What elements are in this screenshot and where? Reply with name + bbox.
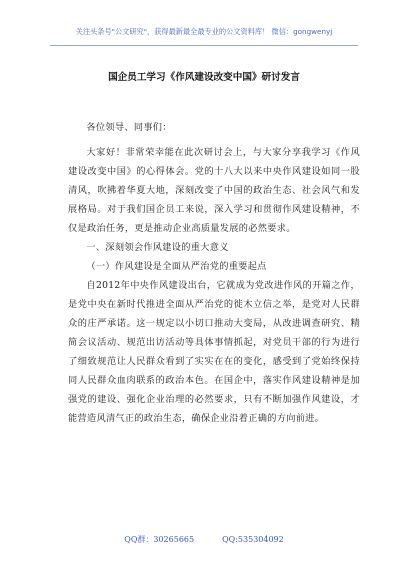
document-body	[68, 118, 360, 428]
paragraph-intro: 大家好！非常荣幸能在此次研讨会上，与大家分享我学习《作风建设改变中国》的心得体会。党的十八大以来中央作风建设如同一股清风，吹拂着华夏大地，深刻改变了中国的政治生态、社会风气和发展格局。对于我们国企员工来说，深入学习和贯彻作风建设精神，不仅是政治任务，更是推动企业高质量发展的必然要求。	[68, 147, 360, 234]
header-divider	[50, 45, 358, 46]
footer-contact	[0, 534, 408, 545]
greeting: 各位领导、同事们：	[86, 122, 172, 133]
section-heading: 一、深刻领会作风建设的重大意义	[86, 242, 229, 253]
footer-qq-number: QQ:535304092	[222, 535, 284, 544]
document-title: 国企员工学习《作风建设改变中国》研讨发言	[108, 72, 300, 83]
footer-qq-group: QQ群：30265665	[124, 535, 195, 544]
subsection-heading: （一）作风建设是全面从严治党的重要起点	[86, 261, 267, 272]
paragraph-body: 自2012年中央作风建设出台，它就成为党改进作风的开篇之作，是党中央在新时代推进全面从严治党的徙木立信之举，是党对人民群众的庄严承诺。这一规定以小切口推动大变局，从改进调查研究、精简会议活动、规范出访活动等具体事情抓起，对党员干部的行为进行了细致规范让人民群众看到了实实在在的变化，感受到了党始终保持同人民群众血肉联系的政治本色。在国企中，落实作风建设精神是加强党的建设、强化企业治理的必然要求，只有不断加强作风建设，才能营造风清气正的政治生态，确保企业沿着正确的方向前进。	[68, 280, 360, 424]
header-note: 关注头条号"公文研究"，获得最新最全最专业的公文资料库！ 微信：gongwenyj	[75, 27, 333, 36]
